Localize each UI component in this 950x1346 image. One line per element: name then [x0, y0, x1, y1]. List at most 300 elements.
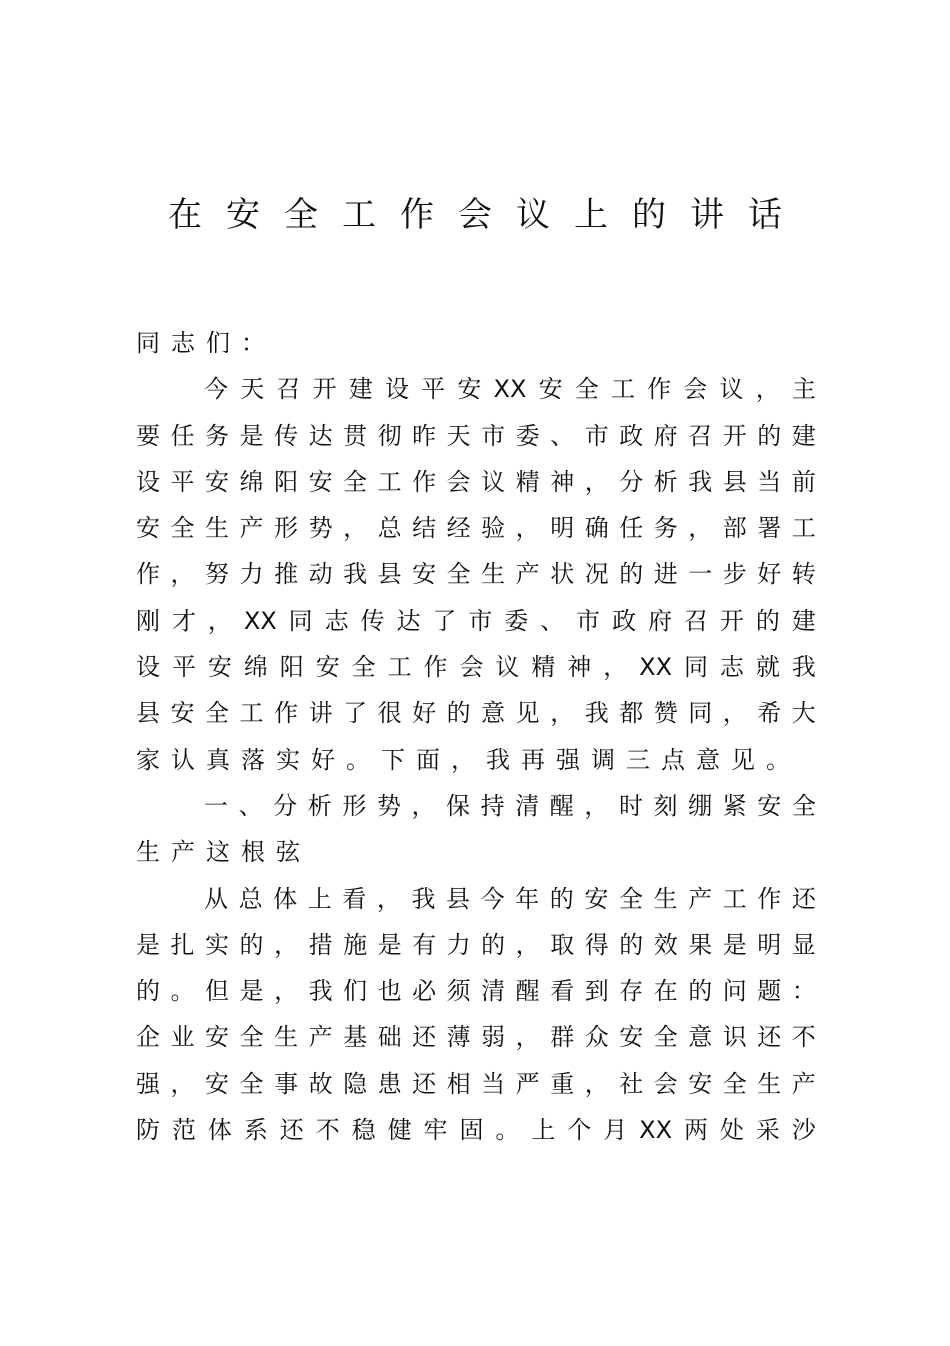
glyph: 必	[412, 977, 437, 1006]
paragraph-line	[136, 505, 816, 551]
glyph: 全	[170, 514, 195, 543]
glyph: 很	[377, 699, 402, 728]
glyph: 经	[446, 514, 471, 543]
glyph: 彻	[377, 421, 402, 450]
glyph: 。	[495, 1116, 520, 1145]
glyph: 我	[688, 467, 713, 496]
glyph: 好	[412, 699, 437, 728]
glyph: 会	[459, 653, 484, 682]
glyph: 故	[308, 1069, 333, 1098]
glyph: 前	[791, 467, 816, 496]
glyph: 会	[683, 375, 708, 404]
document-body	[136, 320, 816, 1153]
glyph: 主	[791, 375, 816, 404]
glyph: 、	[550, 421, 575, 450]
glyph: 强	[136, 1069, 160, 1098]
glyph: 不	[791, 1023, 816, 1052]
glyph: 神	[550, 467, 575, 496]
glyph: 同	[688, 699, 713, 728]
glyph: 工	[722, 884, 747, 913]
glyph: 势	[308, 514, 333, 543]
glyph: 任	[170, 421, 195, 450]
glyph: 当	[757, 467, 782, 496]
glyph: 议	[719, 375, 744, 404]
glyph: ，	[688, 514, 713, 543]
glyph: 作	[412, 467, 437, 496]
glyph: 重	[550, 1069, 575, 1098]
glyph: 确	[584, 514, 609, 543]
glyph: 析	[653, 467, 678, 496]
glyph: 安	[170, 699, 195, 728]
glyph: 县	[136, 699, 160, 728]
glyph: 全	[239, 1023, 264, 1052]
glyph: 效	[653, 930, 678, 959]
glyph: 系	[243, 1116, 268, 1145]
glyph: 工	[377, 467, 402, 496]
glyph: 弱	[481, 1023, 506, 1052]
glyph: 群	[550, 1023, 575, 1052]
glyph: 工	[610, 375, 635, 404]
glyph: XX	[243, 606, 277, 635]
glyph: 还	[757, 1023, 782, 1052]
section-heading-continued: 生产这根弦	[136, 838, 311, 867]
glyph: 还	[279, 1116, 304, 1145]
paragraph-line	[136, 922, 816, 968]
glyph: 安	[207, 653, 232, 682]
glyph: 政	[619, 421, 644, 450]
glyph: 全	[446, 560, 471, 589]
glyph: 就	[755, 653, 780, 682]
glyph: 全	[574, 375, 599, 404]
glyph: 全	[239, 1069, 264, 1098]
glyph: 况	[584, 560, 609, 589]
glyph: 处	[719, 1116, 744, 1145]
glyph: 政	[612, 606, 637, 635]
glyph: 生	[481, 560, 506, 589]
glyph: 众	[584, 1023, 609, 1052]
glyph: 我	[308, 977, 333, 1006]
glyph: 志	[719, 653, 744, 682]
glyph: 务	[653, 514, 678, 543]
glyph: 我	[411, 884, 436, 913]
glyph: 、	[238, 791, 263, 820]
glyph: 安	[619, 1023, 644, 1052]
glyph: 生	[205, 514, 230, 543]
glyph: 一	[688, 560, 713, 589]
glyph: 开	[312, 375, 337, 404]
glyph: 全	[618, 884, 643, 913]
glyph: 进	[653, 560, 678, 589]
glyph: 要	[136, 421, 160, 450]
paragraph-line	[136, 644, 816, 690]
glyph: 议	[481, 467, 506, 496]
glyph: 安	[205, 1023, 230, 1052]
glyph: 扎	[170, 930, 195, 959]
glyph: ，	[515, 930, 540, 959]
glyph: 薄	[446, 1023, 471, 1052]
glyph: 了	[432, 606, 457, 635]
glyph: 体	[207, 1116, 232, 1145]
glyph: ，	[584, 467, 609, 496]
glyph: 年	[515, 884, 540, 913]
glyph: 刻	[653, 791, 678, 820]
glyph: 的	[136, 977, 160, 1006]
glyph: 分	[273, 791, 298, 820]
glyph: ，	[376, 884, 401, 913]
glyph: 实	[205, 930, 230, 959]
glyph: 形	[342, 791, 367, 820]
glyph: 明	[757, 930, 782, 959]
paragraph-line	[136, 366, 816, 412]
glyph: 产	[308, 1023, 333, 1052]
glyph: 措	[308, 930, 333, 959]
glyph: 果	[688, 930, 713, 959]
glyph: 天	[240, 375, 265, 404]
glyph: 清	[515, 791, 540, 820]
paragraph-line	[136, 413, 816, 459]
glyph: 的	[755, 606, 780, 635]
glyph: 今	[204, 375, 228, 404]
salutation: 同志们：	[136, 329, 276, 357]
glyph: 还	[412, 1069, 437, 1098]
paragraph-line	[136, 1014, 816, 1060]
glyph: 个	[567, 1116, 592, 1145]
glyph: 的	[688, 977, 713, 1006]
glyph: ：	[791, 977, 816, 1006]
glyph: 绷	[688, 791, 713, 820]
glyph: 召	[688, 421, 713, 450]
glyph: 显	[791, 930, 816, 959]
glyph: 防	[136, 1116, 160, 1145]
glyph: 任	[619, 514, 644, 543]
glyph: 在	[653, 977, 678, 1006]
glyph: 。	[170, 977, 195, 1006]
paragraph-line	[136, 968, 816, 1014]
glyph: 安	[205, 1069, 230, 1098]
glyph: 清	[481, 977, 506, 1006]
glyph: 意	[688, 1023, 713, 1052]
glyph: 业	[170, 1023, 195, 1052]
glyph: 势	[376, 791, 401, 820]
glyph: 是	[377, 930, 402, 959]
glyph: 沙	[791, 1116, 816, 1145]
glyph: ，	[603, 653, 628, 682]
glyph: ，	[755, 375, 780, 404]
glyph: 还	[791, 884, 816, 913]
glyph: 会	[653, 1069, 678, 1098]
glyph: 安	[584, 884, 609, 913]
glyph: 全	[351, 653, 376, 682]
glyph: 了	[343, 699, 368, 728]
glyph: 赞	[653, 699, 678, 728]
glyph: 安	[688, 1069, 713, 1098]
glyph: 见	[515, 699, 540, 728]
glyph: 安	[205, 467, 230, 496]
glyph: 范	[171, 1116, 196, 1145]
glyph: 努	[205, 560, 230, 589]
glyph: 一	[204, 791, 228, 820]
glyph: 作	[757, 884, 782, 913]
glyph: 产	[239, 514, 264, 543]
glyph: 工	[791, 514, 816, 543]
glyph: 生	[274, 1023, 299, 1052]
glyph: 力	[239, 560, 264, 589]
glyph: 力	[446, 930, 471, 959]
glyph: 安	[538, 375, 563, 404]
section-heading	[136, 783, 816, 829]
glyph: ，	[343, 514, 368, 543]
glyph: 不	[315, 1116, 340, 1145]
glyph: 我	[791, 653, 816, 682]
glyph: 步	[722, 560, 747, 589]
glyph: 上	[307, 884, 332, 913]
glyph: 好	[757, 560, 782, 589]
glyph: 体	[273, 884, 298, 913]
glyph: ，	[274, 977, 299, 1006]
glyph: ，	[584, 1069, 609, 1098]
glyph: 施	[343, 930, 368, 959]
glyph: 安	[757, 791, 782, 820]
paragraph-line	[136, 551, 816, 597]
glyph: 设	[136, 467, 160, 496]
glyph: 部	[722, 514, 747, 543]
glyph: 醒	[549, 791, 574, 820]
glyph: 从	[204, 884, 228, 913]
glyph: 平	[171, 653, 196, 682]
glyph: 采	[755, 1116, 780, 1145]
glyph: 牢	[423, 1116, 448, 1145]
glyph: 同	[288, 606, 313, 635]
glyph: 建	[791, 421, 816, 450]
glyph: 府	[653, 421, 678, 450]
glyph: 平	[421, 375, 446, 404]
glyph: 生	[653, 884, 678, 913]
paragraph-line	[136, 1107, 816, 1153]
glyph: 是	[722, 930, 747, 959]
glyph: 础	[377, 1023, 402, 1052]
glyph: 安	[457, 375, 482, 404]
glyph: 精	[515, 467, 540, 496]
glyph: 当	[481, 1069, 506, 1098]
glyph: 产	[688, 884, 713, 913]
glyph: 全	[791, 791, 816, 820]
glyph: 我	[584, 699, 609, 728]
glyph: 总	[238, 884, 263, 913]
glyph: 问	[722, 977, 747, 1006]
glyph: 是	[239, 977, 264, 1006]
glyph: 作	[647, 375, 672, 404]
glyph: 稳	[351, 1116, 376, 1145]
glyph: 建	[348, 375, 373, 404]
glyph: 们	[343, 977, 368, 1006]
glyph: 昨	[412, 421, 437, 450]
glyph: 的	[757, 421, 782, 450]
glyph: 企	[136, 1023, 160, 1052]
glyph: 看	[342, 884, 367, 913]
glyph: 产	[791, 1069, 816, 1098]
glyph: ，	[170, 560, 195, 589]
glyph: 须	[446, 977, 471, 1006]
glyph: 意	[481, 699, 506, 728]
glyph: 县	[446, 884, 471, 913]
glyph: 刚	[136, 606, 160, 635]
glyph: ，	[274, 930, 299, 959]
glyph: 议	[495, 653, 520, 682]
glyph: 希	[757, 699, 782, 728]
glyph: 才	[171, 606, 196, 635]
glyph: 事	[274, 1069, 299, 1098]
glyph: 的	[619, 930, 644, 959]
glyph: 状	[550, 560, 575, 589]
glyph: 作	[423, 653, 448, 682]
glyph: 阳	[279, 653, 304, 682]
glyph: 达	[396, 606, 421, 635]
glyph: 的	[549, 884, 574, 913]
glyph: 绵	[239, 467, 264, 496]
paragraph-line	[136, 1061, 816, 1107]
glyph: 平	[170, 467, 195, 496]
glyph: 建	[791, 606, 816, 635]
glyph: 市	[468, 606, 493, 635]
glyph: 市	[481, 421, 506, 450]
glyph: 明	[550, 514, 575, 543]
glyph: ，	[584, 791, 609, 820]
glyph: 存	[619, 977, 644, 1006]
glyph: 相	[446, 1069, 471, 1098]
paragraph-line: 家认真落实好。下面，我再强调三点意见。	[136, 745, 801, 774]
glyph: ，	[170, 1069, 195, 1098]
paragraph-line	[136, 690, 816, 736]
glyph: 得	[584, 930, 609, 959]
glyph: 是	[136, 930, 160, 959]
glyph: 上	[531, 1116, 556, 1145]
glyph: 安	[412, 560, 437, 589]
glyph: XX	[639, 653, 673, 682]
glyph: 设	[136, 653, 160, 682]
glyph: 转	[791, 560, 816, 589]
glyph: 大	[791, 699, 816, 728]
glyph: 的	[239, 930, 264, 959]
glyph: 署	[757, 514, 782, 543]
glyph: 府	[648, 606, 673, 635]
glyph: 、	[540, 606, 565, 635]
glyph: 委	[504, 606, 529, 635]
glyph: 全	[722, 1069, 747, 1098]
glyph: 传	[274, 421, 299, 450]
glyph: 看	[550, 977, 575, 1006]
glyph: 开	[722, 421, 747, 450]
glyph: 识	[722, 1023, 747, 1052]
glyph: 的	[446, 699, 471, 728]
glyph: 的	[481, 930, 506, 959]
glyph: 醒	[515, 977, 540, 1006]
glyph: 我	[343, 560, 368, 589]
glyph: 工	[387, 653, 412, 682]
glyph: 结	[412, 514, 437, 543]
glyph: 的	[619, 560, 644, 589]
glyph: 志	[324, 606, 349, 635]
glyph: 是	[239, 421, 264, 450]
glyph: 讲	[308, 699, 333, 728]
glyph: 保	[446, 791, 471, 820]
glyph: 析	[307, 791, 332, 820]
glyph: 两	[683, 1116, 708, 1145]
glyph: XX	[493, 375, 527, 404]
glyph: 形	[274, 514, 299, 543]
glyph: 神	[567, 653, 592, 682]
glyph: 推	[274, 560, 299, 589]
glyph: 市	[576, 606, 601, 635]
glyph: ，	[515, 514, 540, 543]
glyph: 也	[377, 977, 402, 1006]
paragraph-line	[136, 598, 816, 644]
glyph: 委	[515, 421, 540, 450]
glyph: 患	[377, 1069, 402, 1098]
glyph: 县	[722, 467, 747, 496]
glyph: 达	[308, 421, 333, 450]
glyph: 今	[480, 884, 505, 913]
glyph: 基	[343, 1023, 368, 1052]
glyph: 县	[377, 560, 402, 589]
glyph: 健	[387, 1116, 412, 1145]
glyph: 设	[384, 375, 409, 404]
glyph: 题	[757, 977, 782, 1006]
glyph: 召	[276, 375, 301, 404]
glyph: 有	[412, 930, 437, 959]
glyph: 全	[205, 699, 230, 728]
glyph: 开	[719, 606, 744, 635]
paragraph-line	[136, 876, 816, 922]
glyph: ，	[515, 1023, 540, 1052]
glyph: 安	[136, 514, 160, 543]
glyph: XX	[639, 1116, 673, 1145]
glyph: 市	[584, 421, 609, 450]
glyph: 总	[377, 514, 402, 543]
glyph: 固	[459, 1116, 484, 1145]
glyph: 绵	[243, 653, 268, 682]
glyph: 精	[531, 653, 556, 682]
glyph: ，	[411, 791, 436, 820]
glyph: 传	[360, 606, 385, 635]
glyph: 社	[619, 1069, 644, 1098]
glyph: 但	[205, 977, 230, 1006]
glyph: 都	[619, 699, 644, 728]
glyph: 严	[515, 1069, 540, 1098]
glyph: 安	[315, 653, 340, 682]
glyph: ，	[722, 699, 747, 728]
glyph: 作	[136, 560, 160, 589]
glyph: 验	[481, 514, 506, 543]
glyph: 生	[757, 1069, 782, 1098]
glyph: 务	[205, 421, 230, 450]
glyph: 动	[308, 560, 333, 589]
glyph: 天	[446, 421, 471, 450]
glyph: 安	[308, 467, 333, 496]
glyph: 工	[239, 699, 264, 728]
glyph: 时	[618, 791, 643, 820]
glyph: 阳	[274, 467, 299, 496]
glyph: 隐	[343, 1069, 368, 1098]
glyph: 月	[603, 1116, 628, 1145]
glyph: 贯	[343, 421, 368, 450]
glyph: 分	[619, 467, 644, 496]
glyph: 同	[683, 653, 708, 682]
glyph: 产	[515, 560, 540, 589]
glyph: 取	[550, 930, 575, 959]
glyph: 召	[683, 606, 708, 635]
glyph: 全	[653, 1023, 678, 1052]
glyph: 会	[446, 467, 471, 496]
